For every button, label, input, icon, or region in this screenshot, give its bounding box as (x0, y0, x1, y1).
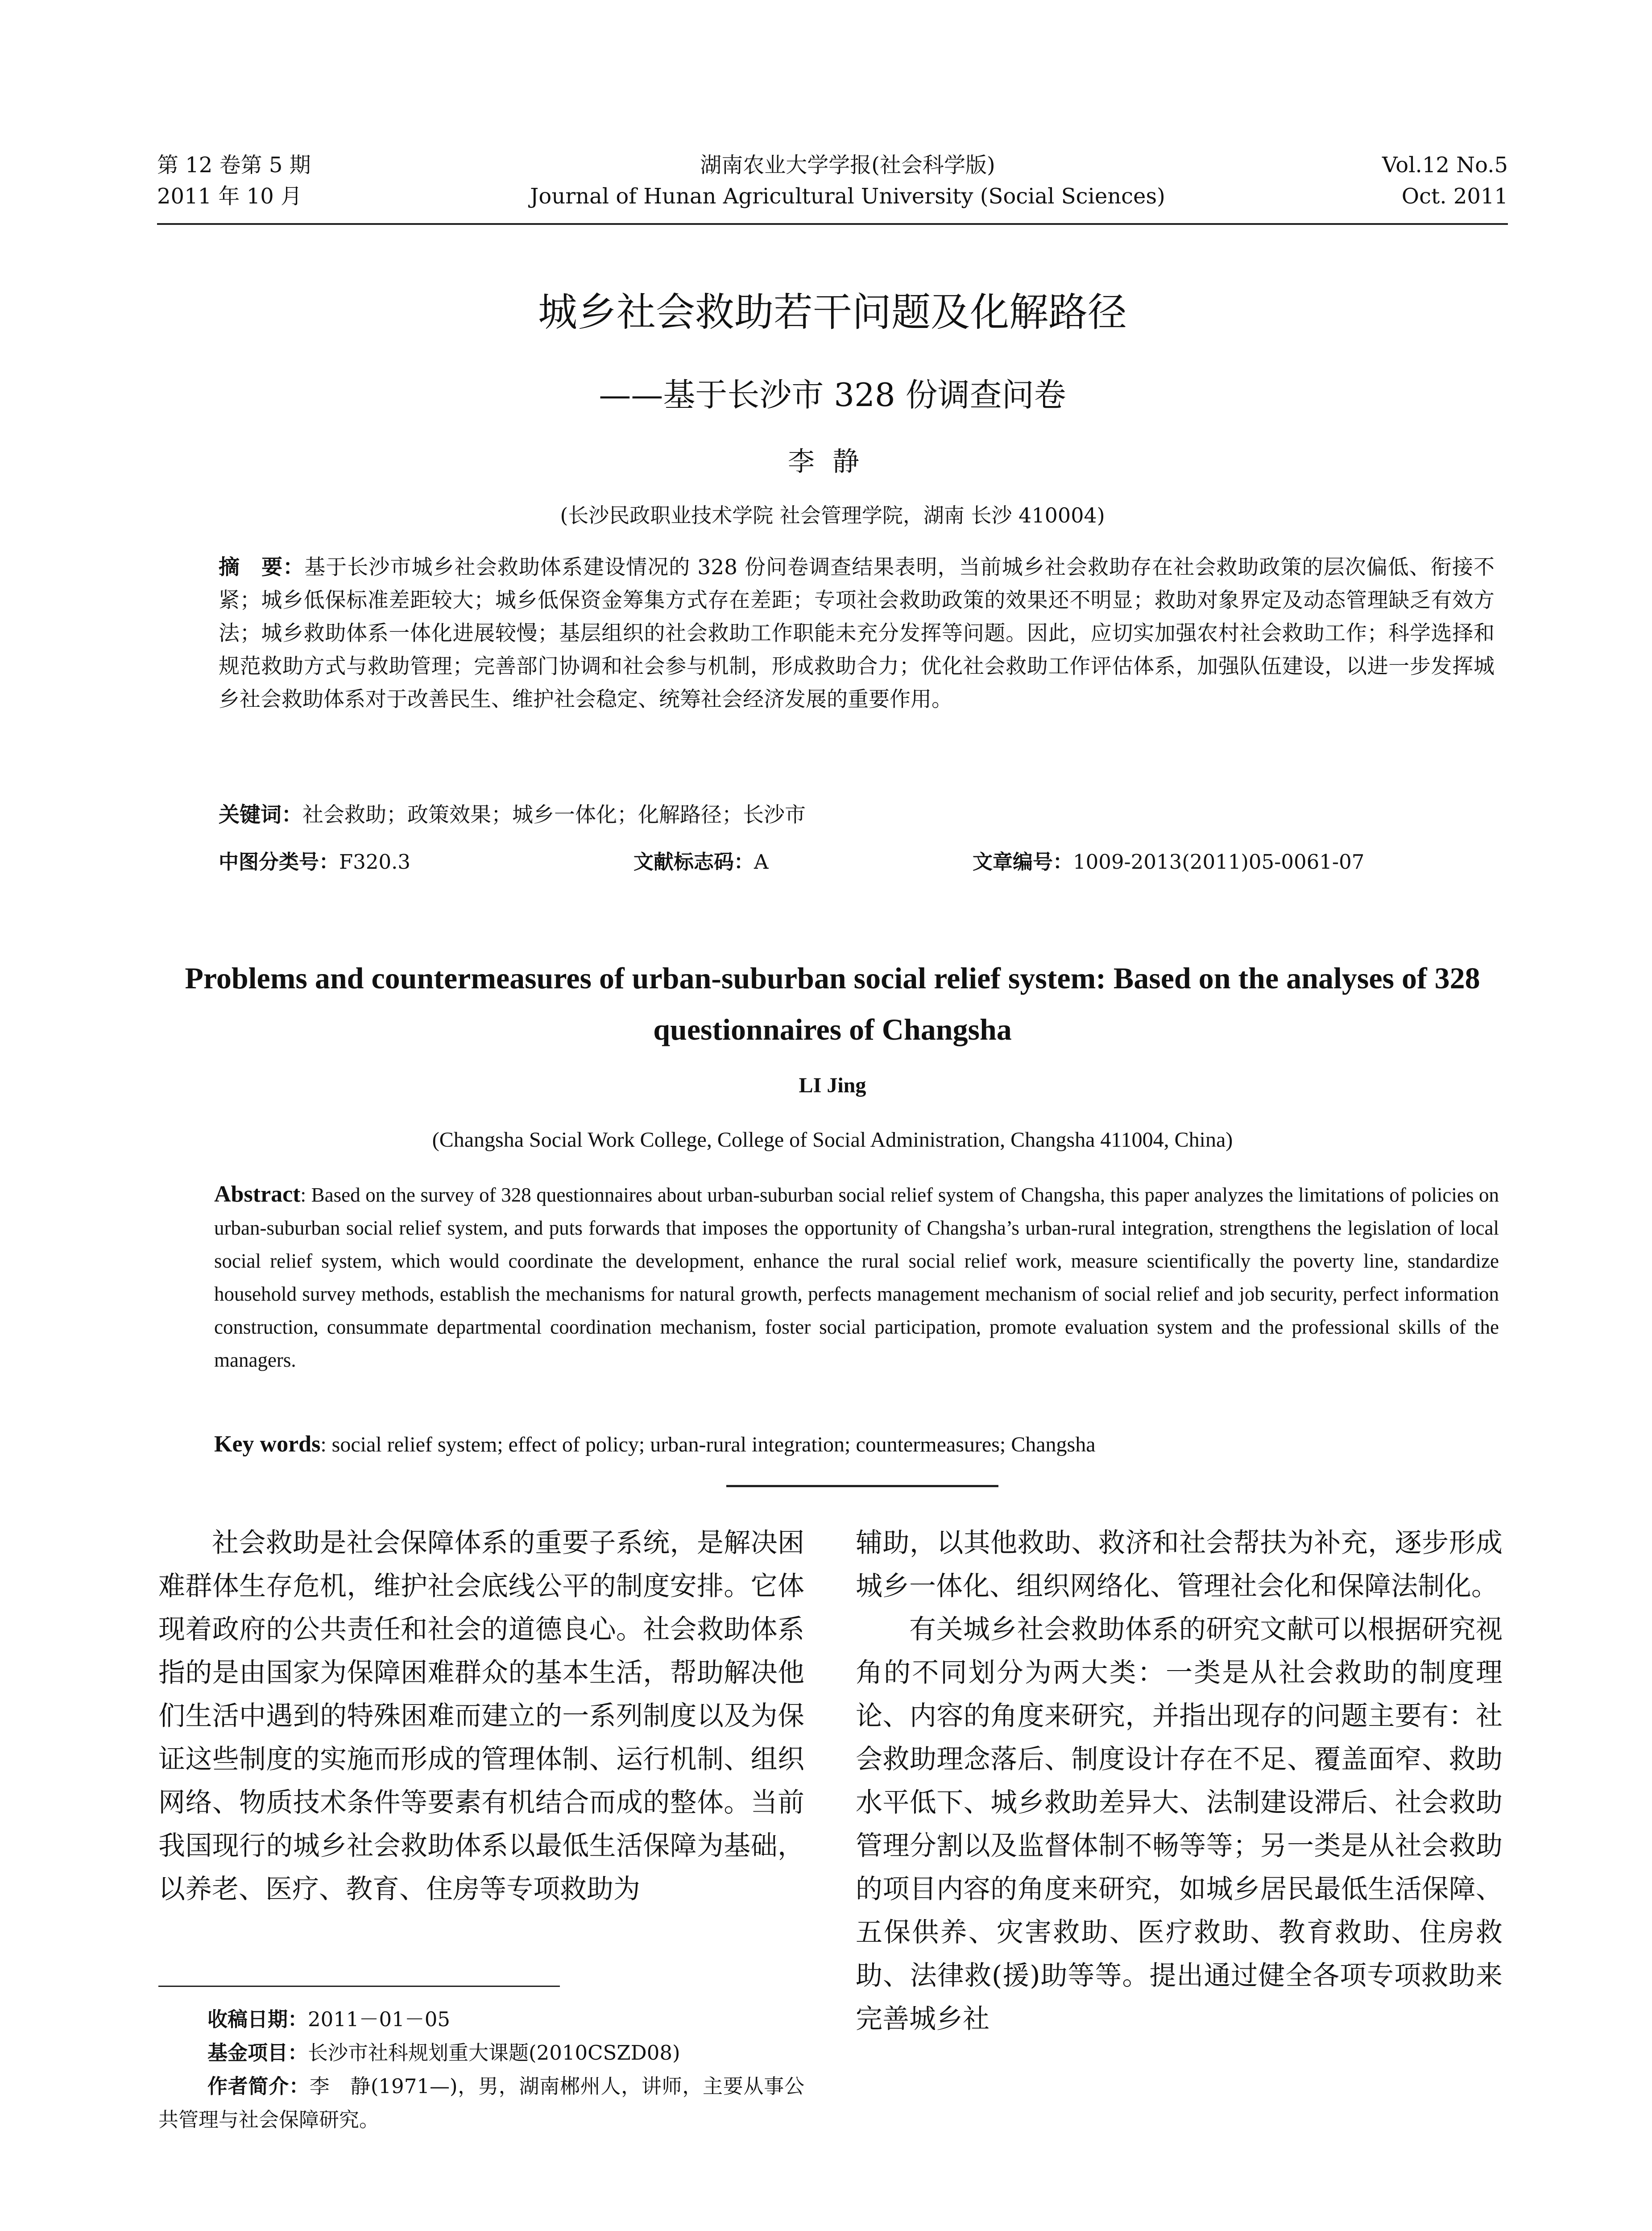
body-paragraph: 辅助，以其他救助、救济和社会帮扶为补充，逐步形成城乡一体化、组织网络化、管理社会化和保障法制化。 (856, 1527, 1503, 1602)
abstract-cn (219, 551, 1495, 716)
keywords-en-text: : social relief system; effect of policy; urban-rural integration; countermeasures; Changsha (320, 1433, 1096, 1456)
date-en: Oct. 2011 (1401, 184, 1508, 209)
abstract-cn-text: 基于长沙市城乡社会救助体系建设情况的 328 份问卷调查结果表明，当前城乡社会救助存在社会救助政策的层次偏低、衔接不紧；城乡低保标准差距较大；城乡低保资金筹集方式存在差距；专项社会救助政策的效果还不明显；救助对象界定及动态管理缺乏有效方法；城乡救助体系一体化进展较慢；基层组织的社会救助工作职能未充分发挥等问题。因此，应切实加强农村社会救助工作；科学选择和规范救助方式与救助管理；完善部门协调和社会参与机制，形成救助合力；优化社会救助工作评估体系，加强队伍建设，以进一步发挥城乡社会救助体系对于改善民生、维护社会稳定、统筹社会经济发展的重要作用。 (219, 555, 1495, 712)
keywords-cn-text: 社会救助；政策效果；城乡一体化；化解路径；长沙市 (302, 803, 806, 827)
paper-title-en: Problems and countermeasures of urban-suburban social relief system: Based on the analyses of 328 questionnaires of Changsha (185, 961, 1480, 1046)
body-column-right (856, 1522, 1503, 2041)
abstract-en-label: Abstract (214, 1182, 301, 1207)
footnote-rule (158, 1986, 560, 1987)
affiliation-en: (Changsha Social Work College, College of Social Administration, Changsha 411004, China) (432, 1128, 1233, 1152)
paper-subtitle-cn: ——基于长沙市 328 份调查问卷 (599, 376, 1066, 414)
journal-name-en: Journal of Hunan Agricultural University (Social Sciences) (530, 184, 1165, 209)
issue-cn: 第 12 卷第 5 期 (157, 153, 311, 178)
keywords-cn-label: 关键词： (219, 803, 302, 827)
affiliation-cn: (长沙民政职业技术学院 社会管理学院，湖南 长沙 410004) (560, 503, 1105, 527)
classification-row (219, 846, 1495, 879)
abstract-en-text: : Based on the survey of 328 questionnaires about urban-suburban social relief system of Changsha, this paper analyzes the limitations of policies on urban-suburban social relief system, and puts forwards that imposes the opportunity of Changsha’s urban-rural integration, strengthens the legislation of local social relief system, which would coordinate the development, enhance the rural social relief work, measure scientifically the poverty line, standardize household survey methods, establish the mechanisms for natural growth, perfects management mechanism of social relief and job security, perfect information construction, consummate departmental coordination mechanism, foster social participation, promote evaluation system and the professional skills of the managers. (214, 1184, 1499, 1371)
header-rule (157, 223, 1508, 225)
footnote-author-bio: 作者简介：李 静(1971—)，男，湖南郴州人，讲师，主要从事公共管理与社会保障研究。 (158, 2074, 804, 2131)
keywords-cn (219, 799, 1495, 832)
body-column-left (158, 1522, 804, 1911)
author-cn: 李静 (788, 446, 877, 477)
paper-title-cn: 城乡社会救助若干问题及化解路径 (538, 289, 1127, 335)
volume-en: Vol.12 No.5 (1382, 153, 1508, 178)
author-en: LI Jing (799, 1074, 866, 1097)
body-paragraph: 有关城乡社会救助体系的研究文献可以根据研究视角的不同划分为两大类：一类是从社会救助的制度理论、内容的角度来研究，并指出现存的问题主要有：社会救助理念落后、制度设计存在不足、覆盖面窄、救助水平低下、城乡救助差异大、法制建设滞后、社会救助管理分割以及监督体制不畅等等；另一类是从社会救助的项目内容的角度来研究，如城乡居民最低生活保障、五保供养、灾害救助、医疗救助、教育救助、住房救助、法律救(援)助等等。提出通过健全各项专项救助来完善城乡社 (856, 1614, 1503, 2035)
abstract-en (214, 1178, 1499, 1377)
document-code: 文献标志码：A (633, 850, 769, 874)
abstract-cn-label: 摘 要： (219, 555, 305, 580)
keywords-en-label: Key words (214, 1431, 321, 1457)
date-cn: 2011 年 10 月 (157, 184, 302, 209)
keywords-en (214, 1428, 1499, 1461)
footnote-fund: 基金项目：长沙市社科规划重大课题(2010CSZD08) (207, 2041, 680, 2065)
journal-name-cn: 湖南农业大学学报(社会科学版) (700, 153, 995, 178)
body-paragraph: 社会救助是社会保障体系的重要子系统，是解决困难群体生存危机，维护社会底线公平的制度安排。它体现着政府的公共责任和社会的道德良心。社会救助体系指的是由国家为保障困难群众的基本生活，帮助解决他们生活中遇到的特殊困难而建立的一系列制度以及为保证这些制度的实施而形成的管理体制、运行机制、组织网络、物质技术条件等要素有机结合而成的整体。当前我国现行的城乡社会救助体系以最低生活保障为基础，以养老、医疗、教育、住房等专项救助为 (158, 1527, 804, 1905)
footnotes (158, 2003, 804, 2136)
header-center (446, 149, 1249, 212)
header-right (1205, 149, 1508, 212)
clc-code: 中图分类号：F320.3 (219, 850, 411, 874)
section-separator (726, 1485, 998, 1487)
article-number: 文章编号：1009-2013(2011)05-0061-07 (973, 850, 1365, 874)
footnote-received: 收稿日期：2011－01－05 (207, 2007, 451, 2031)
